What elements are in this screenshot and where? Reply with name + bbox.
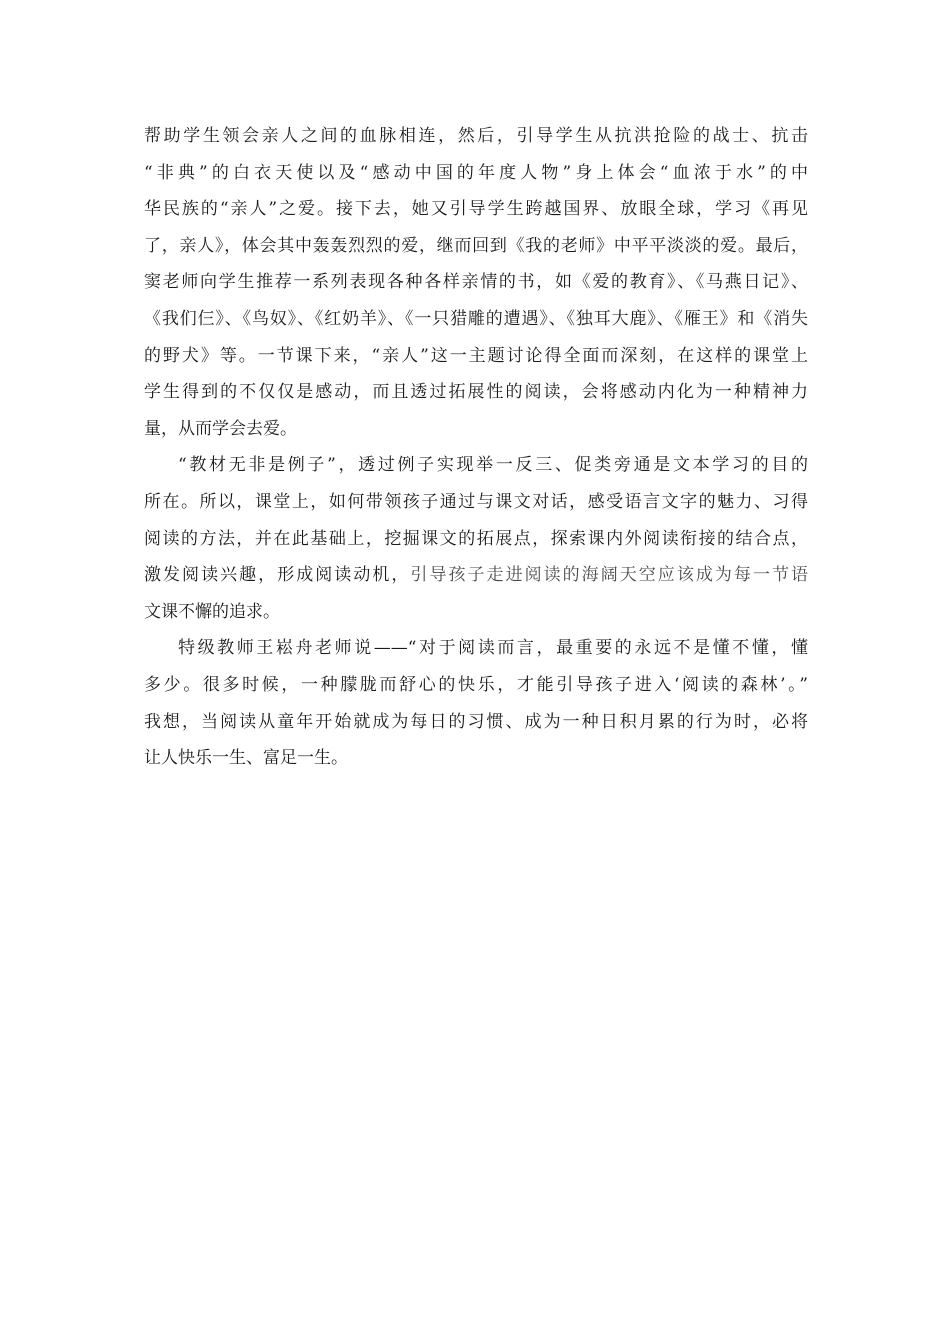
text-line: 让人快乐一生、富足一生。 bbox=[144, 748, 348, 769]
text-line: 学生得到的不仅仅是感动，而且透过拓展性的阅读，会将感动内化为一种精神力 bbox=[144, 382, 808, 403]
text-line: 阅读的方法，并在此基础上，挖掘课文的拓展点，探索课内外阅读衔接的结合点， bbox=[144, 528, 808, 549]
text-line: 特级教师王崧舟老师说——“对于阅读而言，最重要的永远不是懂不懂，懂 bbox=[178, 638, 808, 659]
text-line: 帮助学生领会亲人之间的血脉相连，然后，引导学生从抗洪抢险的战士、抗击 bbox=[144, 126, 808, 146]
text-line-mixed bbox=[144, 557, 808, 594]
text-line: 多少。很多时候，一种朦胧而舒心的快乐，才能引导孩子进入‘阅读的森林’。” bbox=[144, 674, 808, 695]
text-line: “教材无非是例子”，透过例子实现举一反三、促类旁通是文本学习的目的 bbox=[178, 455, 808, 476]
text-line: 文课不懈的追求。 bbox=[144, 601, 280, 622]
text-line: 华民族的“亲人”之爱。接下去，她又引导学生跨越国界、放眼全球，学习《再见 bbox=[144, 199, 808, 220]
text-line: 《我们仨》、《鸟奴》、《红奶羊》、《一只猎雕的遭遇》、《独耳大鹿》、《雁王》和《消失 bbox=[144, 308, 808, 329]
text-line: 的野犬》等。一节课下来，“亲人”这一主题讨论得全面而深刻，在这样的课堂上 bbox=[144, 345, 808, 366]
text-line: 我想，当阅读从童年开始就成为每日的习惯、成为一种日积月累的行为时，必将 bbox=[144, 711, 808, 732]
text-line: 了，亲人》，体会其中轰轰烈烈的爱，继而回到《我的老师》中平平淡淡的爱。最后， bbox=[144, 235, 808, 256]
paragraph-1 bbox=[144, 118, 808, 447]
text-line: 所在。所以，课堂上，如何带领孩子通过与课文对话，感受语言文字的魅力、习得 bbox=[144, 491, 808, 512]
text-span-muted: 引导孩子走进阅读的海阔天空应该成为每一节语 bbox=[410, 565, 808, 586]
document-body bbox=[144, 118, 808, 777]
paragraph-2 bbox=[144, 447, 808, 630]
text-line: 窦老师向学生推荐一系列表现各种各样亲情的书，如《爱的教育》、《马燕日记》、 bbox=[144, 272, 808, 293]
text-line: “非典”的白衣天使以及“感动中国的年度人物”身上体会“血浓于水”的中 bbox=[144, 162, 808, 183]
text-span: 激发阅读兴趣，形成阅读动机， bbox=[144, 565, 411, 586]
paragraph-3 bbox=[144, 630, 808, 776]
text-line: 量，从而学会去爱。 bbox=[144, 418, 297, 439]
